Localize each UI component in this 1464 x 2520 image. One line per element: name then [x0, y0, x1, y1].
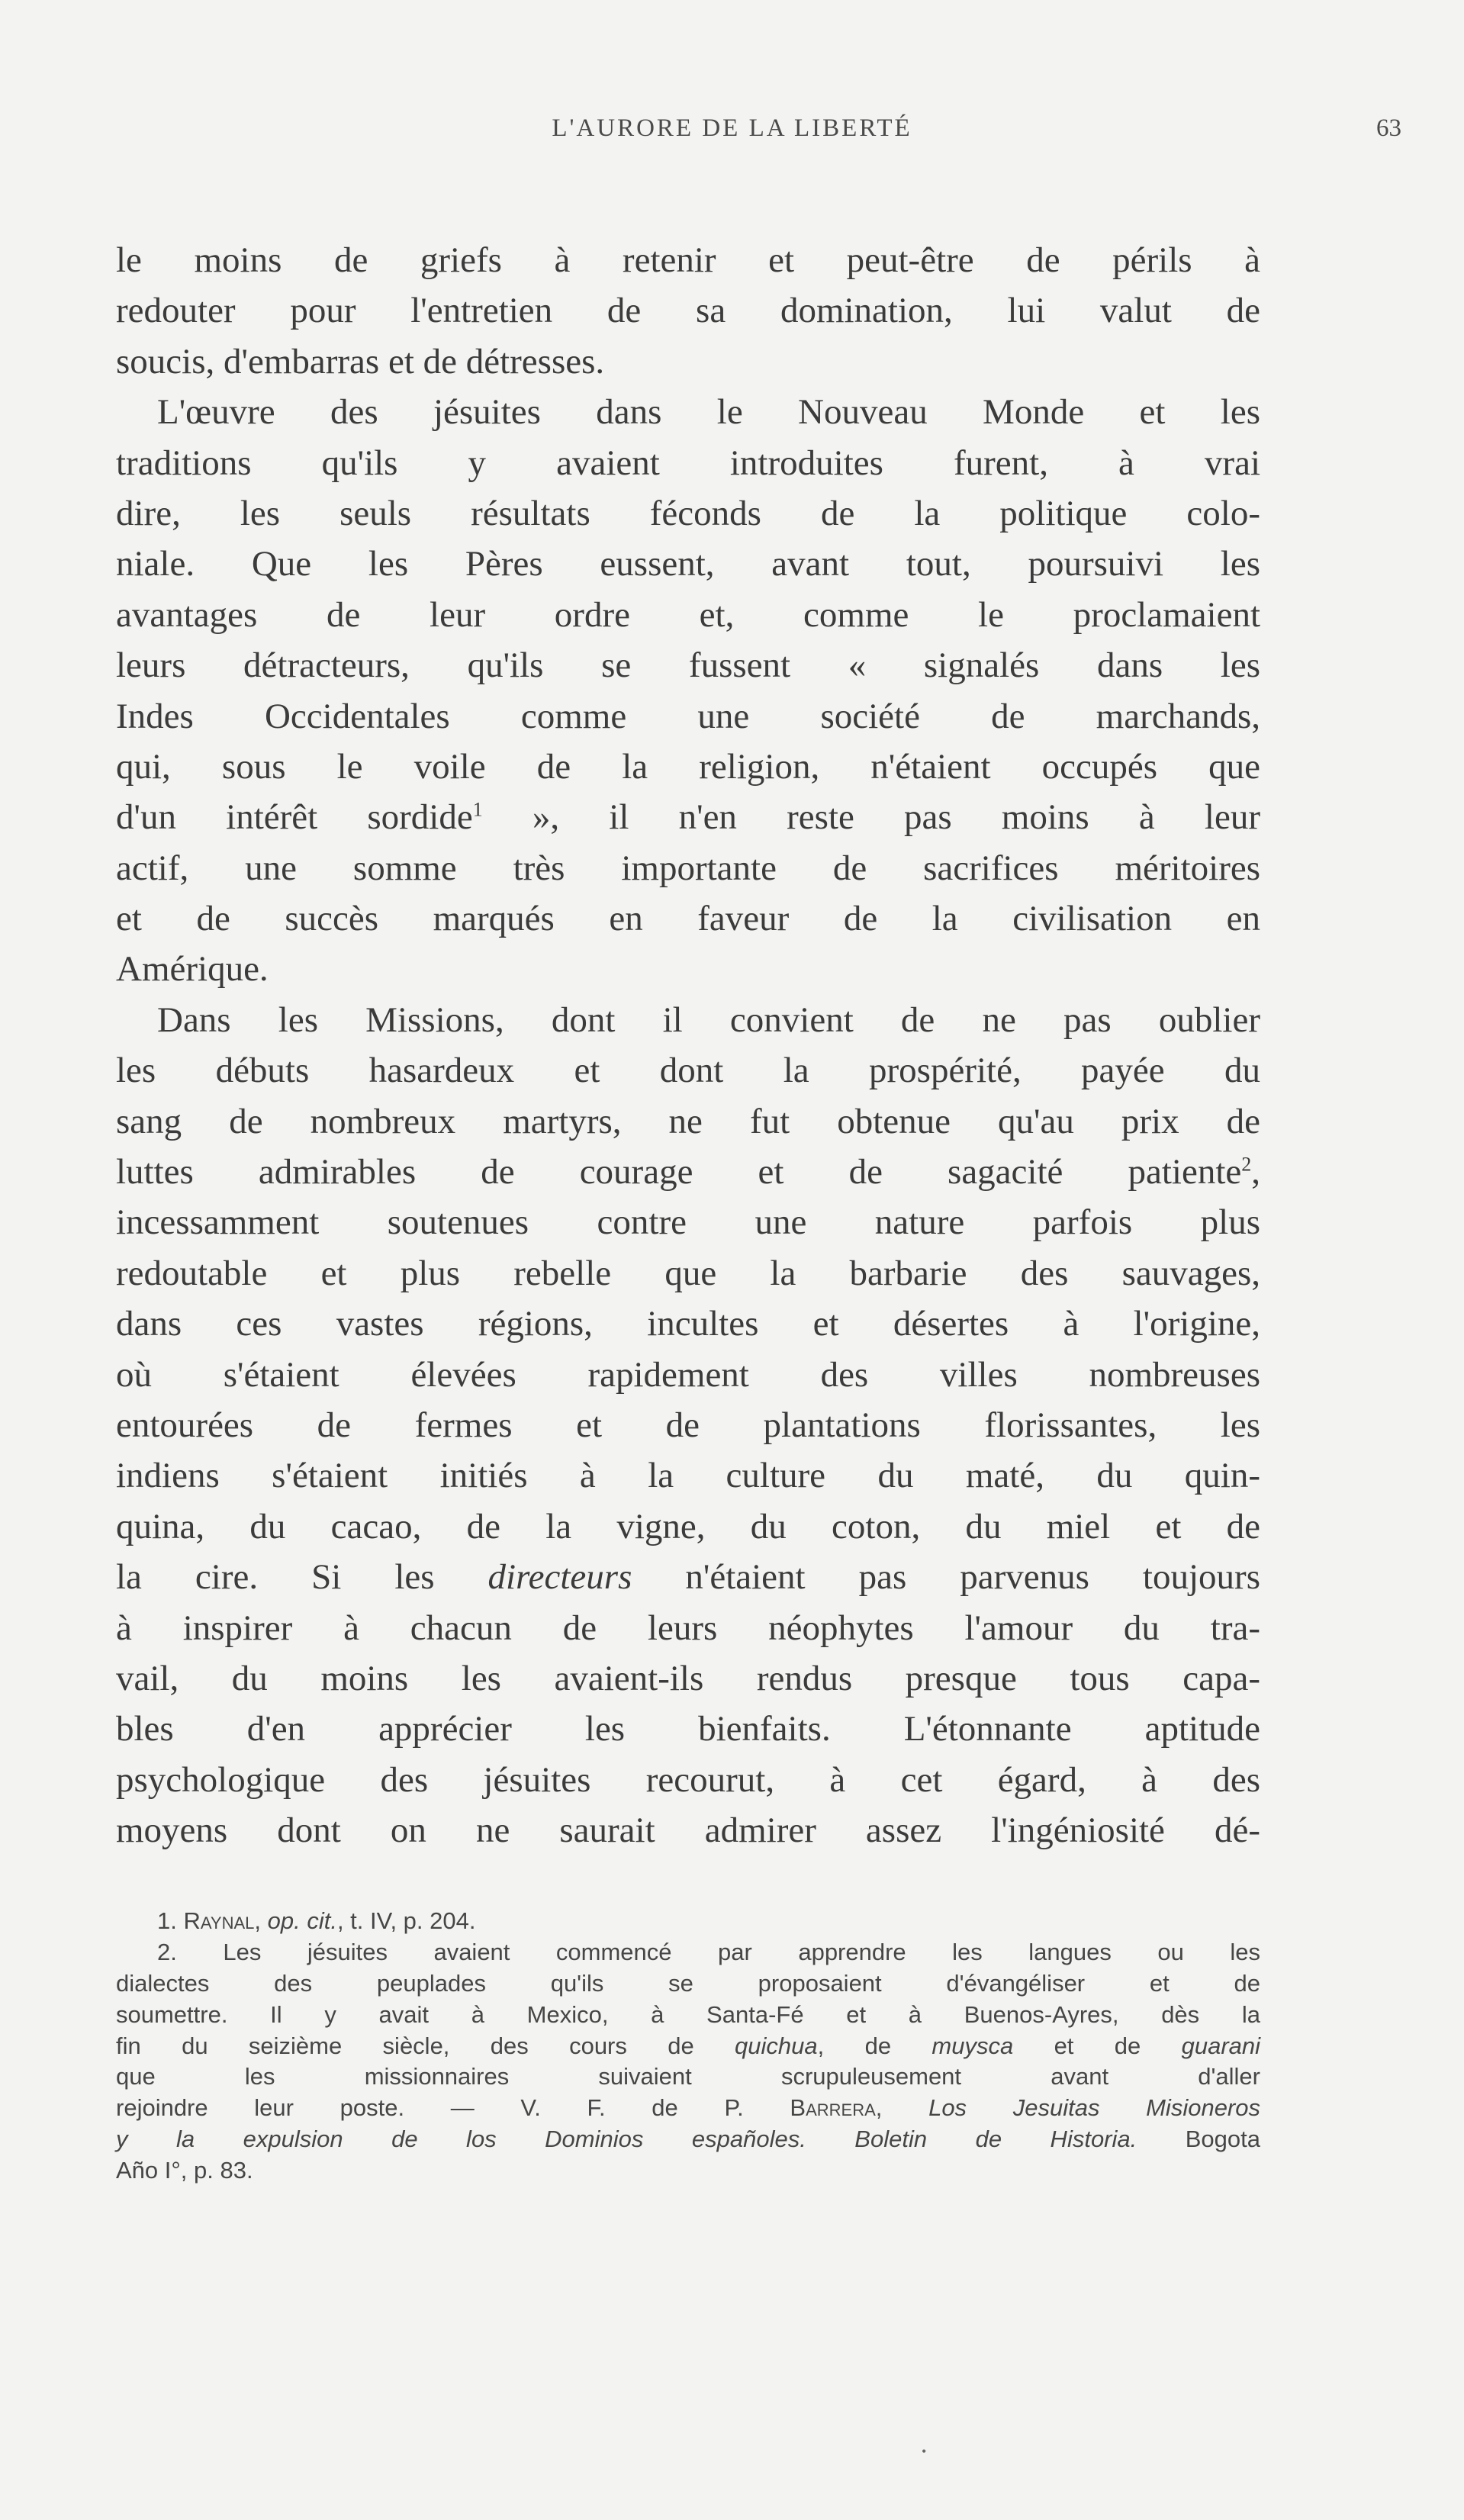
text-line: Indes Occidentales comme une société de marchands,	[116, 696, 1260, 736]
paragraph-start: Dans les Missions, dont il convient de ne pas oublier	[157, 999, 1260, 1040]
text-line: qui, sous le voile de la religion, n'étaient occupés que	[116, 746, 1260, 787]
text-line: entourées de fermes et de plantations florissantes, les	[116, 1405, 1260, 1445]
footnote-ref-2: 2	[1241, 1153, 1252, 1176]
text-line: et de succès marqués en faveur de la civilisation en	[116, 899, 1260, 939]
text-segment: d'un intérêt sordide	[116, 797, 473, 838]
italic-word: muysca	[931, 2032, 1014, 2059]
text-line: indiens s'étaient initiés à la culture du maté, du quin-	[116, 1456, 1260, 1496]
text-segment: fin du seizième siècle, des cours de	[116, 2032, 735, 2059]
text-line: niale. Que les Pères eussent, avant tout, poursuivi les	[116, 544, 1260, 584]
text-segment: ,	[1251, 1152, 1260, 1192]
text-line: redouter pour l'entretien de sa domination, lui valut de	[116, 291, 1260, 331]
text-segment: rejoindre leur poste. — V. F. de P.	[116, 2094, 790, 2122]
text-line: traditions qu'ils y avaient introduites furent, à vrai	[116, 443, 1260, 483]
text-line: dire, les seuls résultats féconds de la politique colo-	[116, 493, 1260, 533]
text-line: psychologique des jésuites recourut, à cet égard, à des	[116, 1759, 1260, 1800]
footnote-2-line: 2. Les jésuites avaient commencé par apprendre les langues ou les	[157, 1938, 1260, 1965]
footnote-2-line	[116, 2124, 1260, 2155]
text-line: moyens dont on ne saurait admirer assez l'ingéniosité dé-	[116, 1810, 1260, 1851]
text-segment: , de	[817, 2032, 932, 2059]
page-number: 63	[1376, 114, 1401, 142]
footnote-1: 1. Raynal, op. cit., t. IV, p. 204.	[157, 1907, 476, 1934]
speck-mark: •	[922, 2444, 927, 2459]
body-text	[116, 235, 1260, 1856]
footnote-2-line: dialectes des peuplades qu'ils se proposaient d'évangéliser et de	[116, 1969, 1260, 1997]
footnote-ref-1: 1	[472, 798, 483, 821]
footnote-2-line: Año I°, p. 83.	[116, 2157, 253, 2184]
text-line: vail, du moins les avaient-ils rendus presque tous capa-	[116, 1658, 1260, 1698]
text-line: actif, une somme très importante de sacrifices méritoires	[116, 848, 1260, 888]
footnote-2-line	[116, 2031, 1260, 2062]
text-line: Amérique.	[116, 949, 269, 990]
italic-word: directeurs	[487, 1557, 632, 1598]
text-line: quina, du cacao, de la vigne, du coton, du miel et de	[116, 1506, 1260, 1546]
footnote-2-line: soumettre. Il y avait à Mexico, à Santa-Fé et à Buenos-Ayres, dès la	[116, 2000, 1260, 2028]
running-title: L'AURORE DE LA LIBERTÉ	[552, 114, 912, 142]
text-segment: ,	[875, 2094, 929, 2122]
text-line: sang de nombreux martyrs, ne fut obtenue qu'au prix de	[116, 1101, 1260, 1141]
italic-word: guarani	[1181, 2032, 1261, 2059]
text-line: avantages de leur ordre et, comme le proclamaient	[116, 594, 1260, 635]
text-line	[116, 1552, 1260, 1602]
footnote-2-line	[116, 2093, 1260, 2124]
footnotes	[116, 1906, 1260, 2187]
footnote-title: y la expulsion de los Dominios españoles. Boletin de Historia.	[116, 2126, 1137, 2153]
text-line: le moins de griefs à retenir et peut-être de périls à	[116, 240, 1260, 280]
text-line: les débuts hasardeux et dont la prospérité, payée du	[116, 1051, 1260, 1091]
footnote-2-line: que les missionnaires suivaient scrupuleusement avant d'aller	[116, 2063, 1260, 2090]
text-segment: n'étaient pas parvenus toujours	[632, 1557, 1260, 1598]
text-line	[116, 792, 1260, 842]
footnote-author: Raynal	[183, 1907, 255, 1934]
text-segment: luttes admirables de courage et de sagacité patiente	[116, 1152, 1242, 1192]
text-line: où s'étaient élevées rapidement des villes nombreuses	[116, 1354, 1260, 1395]
text-line: leurs détracteurs, qu'ils se fussent « signalés dans les	[116, 645, 1260, 686]
text-segment: », il n'en reste pas moins à leur	[482, 797, 1260, 838]
footnote-author: Barrera	[790, 2094, 876, 2122]
footnote-title: Los Jesuitas Misioneros	[928, 2094, 1260, 2122]
paragraph-start: L'œuvre des jésuites dans le Nouveau Monde et les	[157, 392, 1260, 433]
footnote-number: 1.	[157, 1907, 177, 1934]
text-line	[116, 1147, 1260, 1197]
page-header	[0, 114, 1464, 160]
text-segment: et de	[1013, 2032, 1182, 2059]
footnote-ref: op. cit.	[267, 1907, 337, 1934]
text-segment: la cire. Si les	[116, 1557, 488, 1598]
text-line: à inspirer à chacun de leurs néophytes l'amour du tra-	[116, 1608, 1260, 1648]
text-line: bles d'en apprécier les bienfaits. L'étonnante aptitude	[116, 1709, 1260, 1749]
text-line: redoutable et plus rebelle que la barbarie des sauvages,	[116, 1253, 1260, 1293]
text-line: incessamment soutenues contre une nature parfois plus	[116, 1202, 1260, 1243]
footnote-rest: , t. IV, p. 204.	[336, 1907, 476, 1934]
text-line: dans ces vastes régions, incultes et désertes à l'origine,	[116, 1304, 1260, 1344]
text-line: soucis, d'embarras et de détresses.	[116, 341, 605, 381]
italic-word: quichua	[735, 2032, 818, 2059]
text-segment: Bogota	[1137, 2126, 1260, 2153]
